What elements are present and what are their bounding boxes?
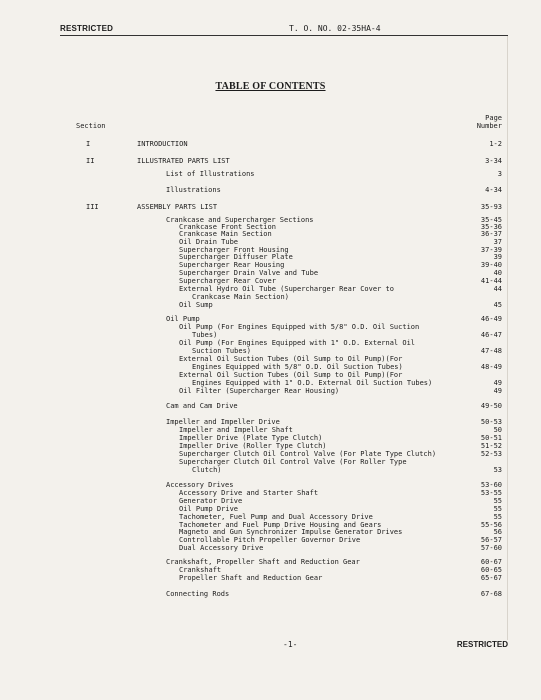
toc-entry-title: Crankcase and Supercharger Sections: [166, 216, 314, 224]
toc-page-number: 50-51: [480, 434, 502, 442]
toc-entry-title: Engines Equipped with 5/8" O.D. Oil Suction Tubes): [192, 363, 403, 371]
toc-section-number: III: [86, 203, 99, 211]
toc-entry-title: Crankshaft: [179, 566, 222, 574]
page-column-header: [477, 114, 502, 130]
page-number: -1-: [283, 640, 298, 649]
toc-page-number: 55-56: [480, 521, 502, 529]
toc-page-number: 3: [497, 170, 502, 178]
toc-entry-title: Suction Tubes): [192, 347, 252, 355]
toc-entry-title: External Oil Suction Tubes (Oil Sump to Oil Pump)(For: [179, 371, 403, 379]
toc-page-number: 56-57: [480, 536, 502, 544]
right-margin-line: [507, 36, 508, 640]
toc-page-number: 50-53: [480, 418, 502, 426]
toc-entry-title: Oil Sump: [179, 301, 213, 309]
toc-page-number: 46-49: [480, 315, 502, 323]
toc-entry-title: Supercharger Diffuser Plate: [179, 253, 293, 261]
header-tech-order: T. O. NO. 02-35HA-4: [289, 24, 381, 33]
toc-entry-title: Illustrations: [166, 186, 221, 194]
page-footer: [0, 640, 541, 650]
toc-page-number: 60-65: [480, 566, 502, 574]
toc-page-number: 37: [493, 238, 502, 246]
toc-page-number: 37-39: [480, 246, 502, 254]
toc-entry-title: Supercharger Rear Housing: [179, 261, 285, 269]
toc-entry-title: ILLUSTRATED PARTS LIST: [137, 157, 230, 165]
toc-page-number: 39: [493, 253, 502, 261]
toc-page-number: 45: [493, 301, 502, 309]
toc-entry-title: Tachometer and Fuel Pump Drive Housing and Gears: [179, 521, 382, 529]
toc-entry-title: Oil Pump (For Engines Equipped with 1" O.D. External Oil: [179, 339, 416, 347]
toc-entry-title: Generator Drive: [179, 497, 243, 505]
toc-entry-title: Crankcase Main Section): [192, 293, 289, 301]
toc-page-number: 35-36: [480, 223, 502, 231]
toc-entry-title: Tubes): [192, 331, 218, 339]
toc-page-number: 52-53: [480, 450, 502, 458]
toc-entry-title: External Oil Suction Tubes (Oil Sump to Oil Pump)(For: [179, 355, 403, 363]
toc-page-number: 4-34: [485, 186, 502, 194]
toc-entry-title: INTRODUCTION: [137, 140, 188, 148]
toc-entry-title: External Hydro Oil Tube (Supercharger Rear Cover to: [179, 285, 394, 293]
header-restricted: RESTRICTED: [60, 24, 114, 33]
toc-page-number: 49: [493, 379, 502, 387]
toc-entry-title: Controllable Pitch Propeller Governor Drive: [179, 536, 361, 544]
section-column-header: Section: [76, 122, 106, 130]
toc-entry-title: Oil Pump: [166, 315, 200, 323]
toc-page-number: 48-49: [480, 363, 502, 371]
toc-entry-title: Oil Drain Tube: [179, 238, 239, 246]
toc-entry-title: ASSEMBLY PARTS LIST: [137, 203, 218, 211]
toc-page-number: 51-52: [480, 442, 502, 450]
toc-entry-title: Propeller Shaft and Reduction Gear: [179, 574, 323, 582]
toc-page-number: 40: [493, 269, 502, 277]
page-header: [60, 24, 508, 34]
toc-entry-title: Supercharger Clutch Oil Control Valve (For Roller Type: [179, 458, 407, 466]
toc-entry-title: Supercharger Drain Valve and Tube: [179, 269, 319, 277]
header-rule: [60, 35, 508, 36]
toc-entry-title: Supercharger Clutch Oil Control Valve (For Plate Type Clutch): [179, 450, 437, 458]
toc-page-number: 55: [493, 497, 502, 505]
toc-entry-title: Engines Equipped with 1" O.D. External Oil Suction Tubes): [192, 379, 433, 387]
toc-entry-title: Supercharger Front Housing: [179, 246, 289, 254]
toc-entry-title: Connecting Rods: [166, 590, 230, 598]
toc-entry-title: Dual Accessory Drive: [179, 544, 264, 552]
toc-page-number: 53-55: [480, 489, 502, 497]
toc-entry-title: List of Illustrations: [166, 170, 255, 178]
page-header-line1: Page: [485, 114, 502, 122]
toc-entry-title: Oil Pump (For Engines Equipped with 5/8" O.D. Oil Suction: [179, 323, 420, 331]
toc-section-number: II: [86, 157, 95, 165]
toc-page-number: 35-45: [480, 216, 502, 224]
toc-page-number: 67-68: [480, 590, 502, 598]
footer-restricted: RESTRICTED: [456, 640, 508, 649]
toc-page-number: 57-60: [480, 544, 502, 552]
toc-page-number: 35-93: [480, 203, 502, 211]
toc-entry-title: Accessory Drives: [166, 481, 234, 489]
toc-page-number: 49: [493, 387, 502, 395]
toc-entry-title: Impeller Drive (Plate Type Clutch): [179, 434, 323, 442]
toc-entry-title: Oil Filter (Supercharger Rear Housing): [179, 387, 340, 395]
toc-page-number: 46-47: [480, 331, 502, 339]
toc-entry-title: Cam and Cam Drive: [166, 402, 238, 410]
toc-page-number: 44: [493, 285, 502, 293]
toc-page-number: 55: [493, 505, 502, 513]
toc-entry-title: Oil Pump Drive: [179, 505, 239, 513]
toc-page-number: 47-48: [480, 347, 502, 355]
toc-page-number: 3-34: [485, 157, 502, 165]
page-title: TABLE OF CONTENTS: [215, 81, 326, 92]
toc-page-number: 65-67: [480, 574, 502, 582]
toc-entry-title: Tachometer, Fuel Pump and Dual Accessory Drive: [179, 513, 373, 521]
toc-entry-title: Crankshaft, Propeller Shaft and Reduction Gear: [166, 558, 360, 566]
toc-page-number: 53: [493, 466, 502, 474]
toc-page-number: 1-2: [489, 140, 502, 148]
toc-page-number: 41-44: [480, 277, 502, 285]
toc-entry-title: Magneto and Gun Synchronizer Impulse Generator Drives: [179, 528, 403, 536]
toc-entry-title: Clutch): [192, 466, 222, 474]
toc-entry-title: Crankcase Main Section: [179, 230, 272, 238]
toc-page-number: 60-67: [480, 558, 502, 566]
toc-page-number: 50: [493, 426, 502, 434]
toc-section-number: I: [86, 140, 91, 148]
toc-entry-title: Impeller and Impeller Shaft: [179, 426, 293, 434]
toc-page-number: 36-37: [480, 230, 502, 238]
toc-entry-title: Impeller Drive (Roller Type Clutch): [179, 442, 327, 450]
toc-entry-title: Crankcase Front Section: [179, 223, 276, 231]
toc-page-number: 53-60: [480, 481, 502, 489]
toc-entry-title: Supercharger Rear Cover: [179, 277, 276, 285]
toc-page-number: 55: [493, 513, 502, 521]
toc-page-number: 39-40: [480, 261, 502, 269]
page-header-line2: Number: [476, 122, 502, 130]
toc-entry-title: Impeller and Impeller Drive: [166, 418, 280, 426]
toc-page-number: 56: [493, 528, 502, 536]
toc-page-number: 49-50: [480, 402, 502, 410]
toc-entry-title: Accessory Drive and Starter Shaft: [179, 489, 319, 497]
